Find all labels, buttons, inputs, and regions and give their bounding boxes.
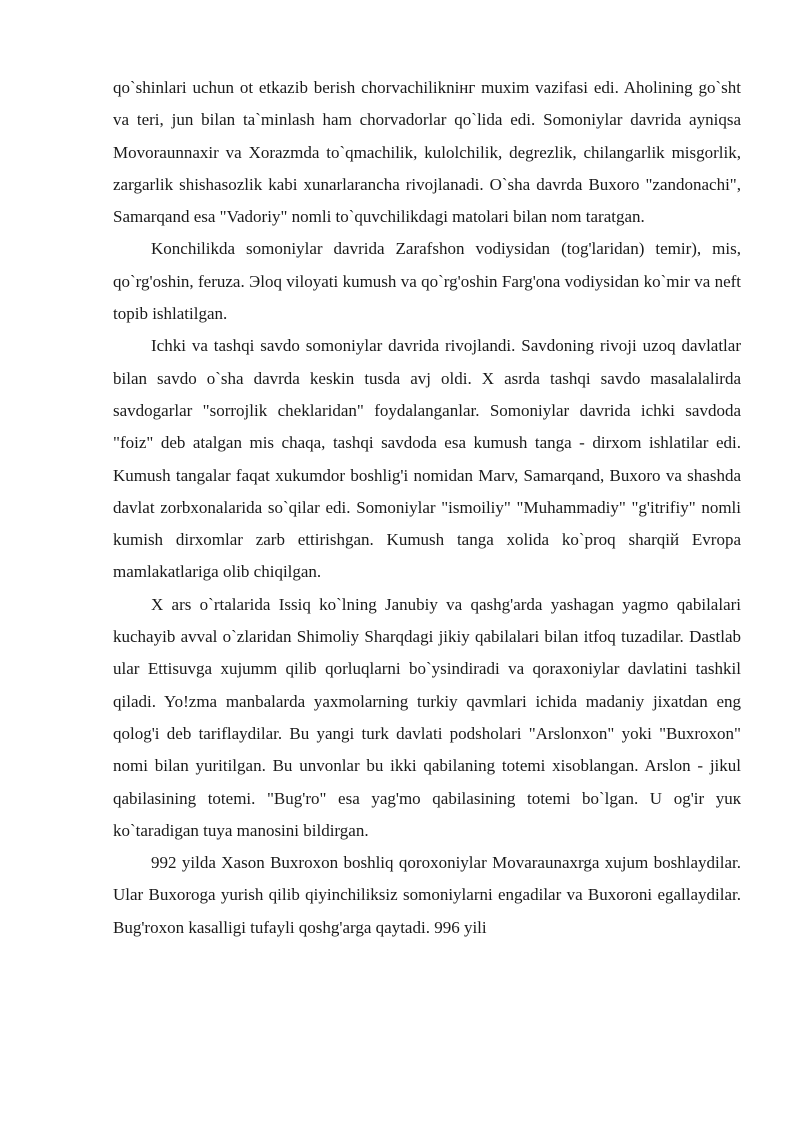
paragraph: X ars o`rtalarida Issiq ko`lning Janubiy va qashg'arda yashagan yagmo qabilalari kuchayib avval o`zlaridan Shimoliy Sharqdagi jikiy qabilalari bilan itfoq tuzadilar. Dastlab ular Ettisuvga xujumm qilib qorluqlarni bo`ysindiradi va qoraxoniylar davlatini tashkil qiladi. Yo!zma manbalarda yaxmolarning turkiy qavmlari ichida madaniy jixatdan eng qolog'i deb tariflaydilar. Bu yangi turk davlati podsholari "Arslonxon" yoki "Buxroxon" nomi bilan yuritilgan. Bu unvonlar bu ikki qabilaning totemi xisoblangan. Arslon - jikul qabilasining totemi. "Bug'ro" esa yag'mo qabilasining totemi bo`lgan. U og'ir yuк ko`taradigan tuya manosini bildirgan. <box>113 594 741 840</box>
paragraph: Ichki va tashqi savdo somoniylar davrida rivojlandi. Savdoning rivoji uzoq davlatlar bilan savdo o`sha davrda keskin tusda avj oldi. X asrda tashqi savdo masalalalirda savdogarlar "sorrojlik cheklaridan" foydalanganlar. Somoniylar davrida ichki savdoda "foiz" deb atalgan mis chaqa, tashqi savdoda esa kumush tanga - dirxom ishlatilar edi. Kumush tangalar faqat xukumdor boshlig'i nomidan Marv, Samarqand, Buxoro va shashda davlat zorbxonalarida so`qilar edi. Somoniylar "ismoiliy" "Muhammadiy" "g'itrifiy" nomli kumish dirxomlar zarb ettirishgan. Kumush tanga xolida ko`proq sharqiй Evropa mamlakatlariga olib chiqilgan. <box>113 336 741 582</box>
paragraph: 992 yilda Xason Buxroxon boshliq qoroxoniylar Movaraunaxrga xujum boshlaydilar. Ular Buxoroga yurish qilib qiyinchiliksiz somoniylarni engadilar va Buxoroni egallaydilar. Bug'roxon kasalligi tufayli qoshg'arga qaytadi. 996 yili <box>113 853 741 937</box>
document-body <box>113 72 741 944</box>
paragraph: qo`shinlari uchun ot etkazib berish chorvachilikniнг muxim vazifasi edi. Aholining go`sht va teri, jun bilan ta`minlash ham chorvadorlar qo`lida edi. Somoniylar davrida ayniqsa Movoraunnaxir va Xorazmda to`qmachilik, kulolchilik, degrezlik, chilangarlik misgorlik, zargarlik shishasozlik kabi xunarlarancha rivojlanadi. O`sha davrda Buxoro "zandonachi", Samarqand esa "Vadoriy" nomli to`quvchilikdagi matolari bilan nom taratgan. <box>113 78 741 227</box>
paragraph: Konchilikda somoniylar davrida Zarafshon vodiysidan (tog'laridan) temir), mis, qo`rg'oshin, feruza. Эloq viloyati kumush va qo`rg'oshin Farg'ona vodiysidan ko`mir va neft topib ishlatilgan. <box>113 239 741 324</box>
